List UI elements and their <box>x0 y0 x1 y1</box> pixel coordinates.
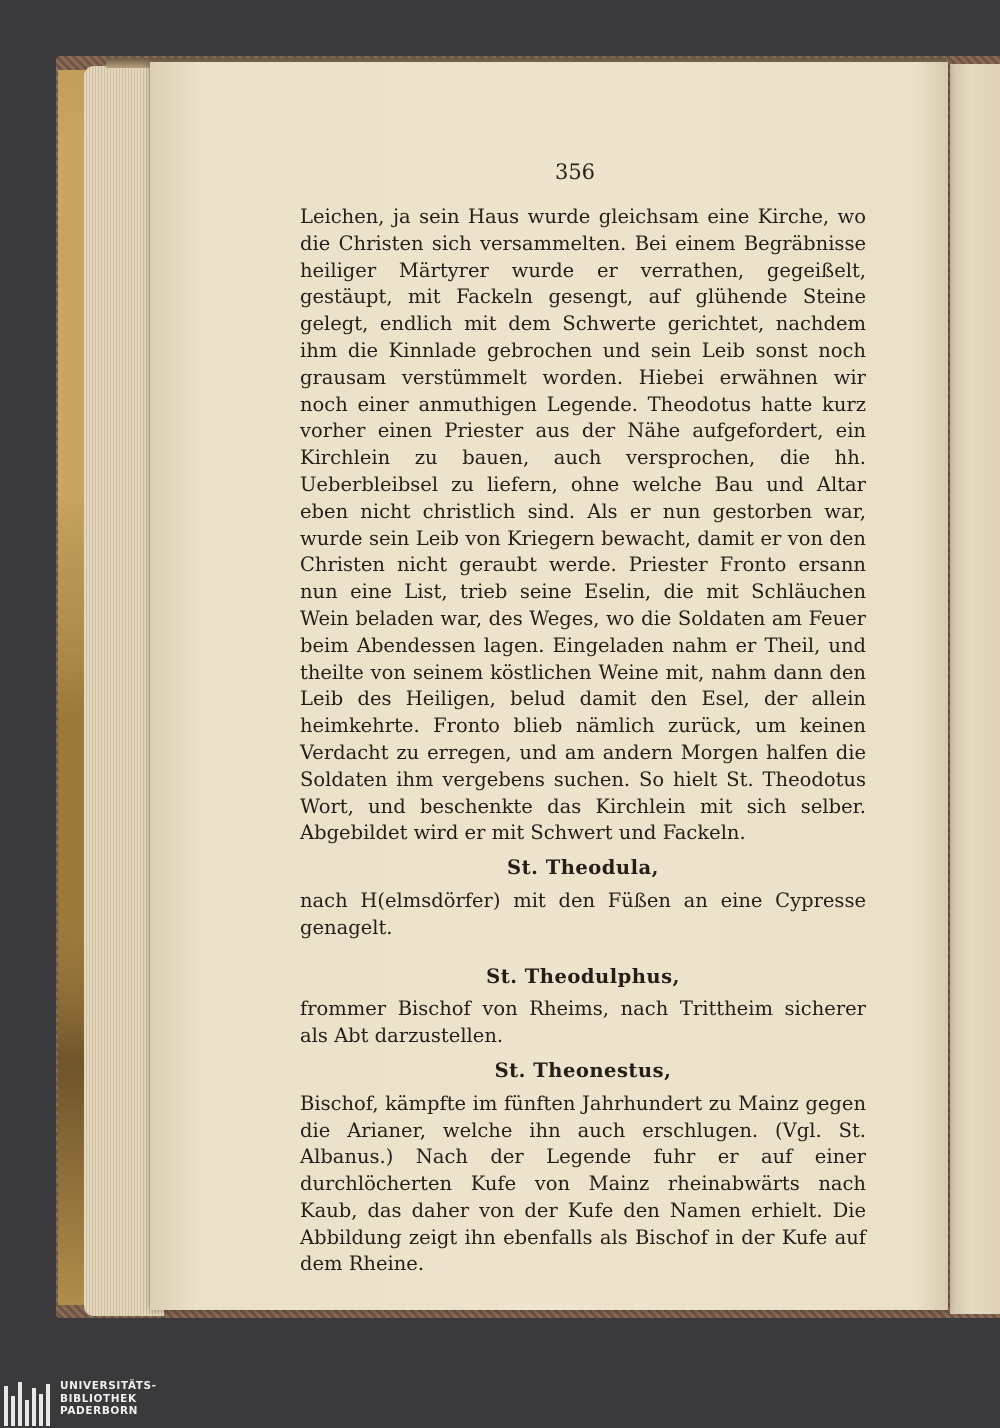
heading-theodula: St. Theodula, <box>507 856 659 880</box>
paragraph-theodulphus: frommer Bischof von Rheims, nach Trittheim sicherer als Abt darzustellen. <box>300 997 866 1048</box>
heading-theodulphus: St. Theodulphus, <box>486 964 680 988</box>
heading-theonestus: St. Theonestus, <box>494 1058 672 1082</box>
paragraph-theodotus: Leichen, ja sein Haus wurde gleichsam eine Kirche, wo die Christen sich versammelten. Bei einem Begräbnisse heiliger Märtyrer wurde er verrathen, gegeißelt, gestäupt, mit Fackeln gesengt, auf glühende Steine gelegt, endlich mit dem Schwerte gerichtet, nachdem ihm die Kinnlade gebrochen und sein Leib sonst noch grausam verstümmelt worden. Hiebei erwähnen wir noch einer anmuthigen Legende. Theodotus hatte kurz vorher einen Priester aus der Nähe aufgefordert, ein Kirchlein zu bauen, auch versprochen, die hh. Ueberbleibsel zu liefern, ohne welche Bau und Altar eben nicht christlich sind. Als er nun gestorben war, wurde sein Leib von Kriegern bewacht, damit er von den Christen nicht geraubt werde. Priester Fronto ersann nun eine List, trieb seine Eselin, die mit Schläuchen Wein beladen war, des Weges, wo die Soldaten am Feuer beim Abendessen lagen. Eingeladen nahm er Theil, und theilte von seinem köstlichen Weine mit, nahm dann den Leib des Heiligen, belud damit den Esel, der allein heimkehrte. Fronto blieb nämlich zurück, um keinen Verdacht zu erregen, und am andern Morgen halfen die Soldaten ihm vergebens suchen. So hielt St. Theodotus Wort, und beschenkte das Kirchlein mit sich selber. Abgebildet wird er mit Schwert und Fackeln. <box>300 205 866 845</box>
paragraph-theodula: nach H(elmsdörfer) mit den Füßen an eine Cypresse genagelt. <box>300 888 866 939</box>
page-number: 356 <box>554 160 596 184</box>
facing-page-edge <box>950 64 1000 1314</box>
paragraph-theonestus: Bischof, kämpfte im fünften Jahrhundert zu Mainz gegen die Arianer, welche ihn auch erschlugen. (Vgl. St. Albanus.) Nach der Legende fuhr er auf einer durchlöcherten Kufe von Mainz rheinabwärts nach Kaub, das daher von der Kufe den Namen erhielt. Die Abbildung zeigt ihn ebenfalls als Bischof in der Kufe auf dem Rheine. <box>300 1091 866 1276</box>
library-name-line2: BIBLIOTHEK <box>60 1392 137 1405</box>
library-name-line3: PADERBORN <box>60 1405 139 1417</box>
library-name-line1: UNIVERSITÄTS- <box>60 1380 157 1392</box>
library-logo-icon <box>4 1380 54 1426</box>
page-text <box>300 204 866 1278</box>
library-name <box>60 1380 157 1418</box>
